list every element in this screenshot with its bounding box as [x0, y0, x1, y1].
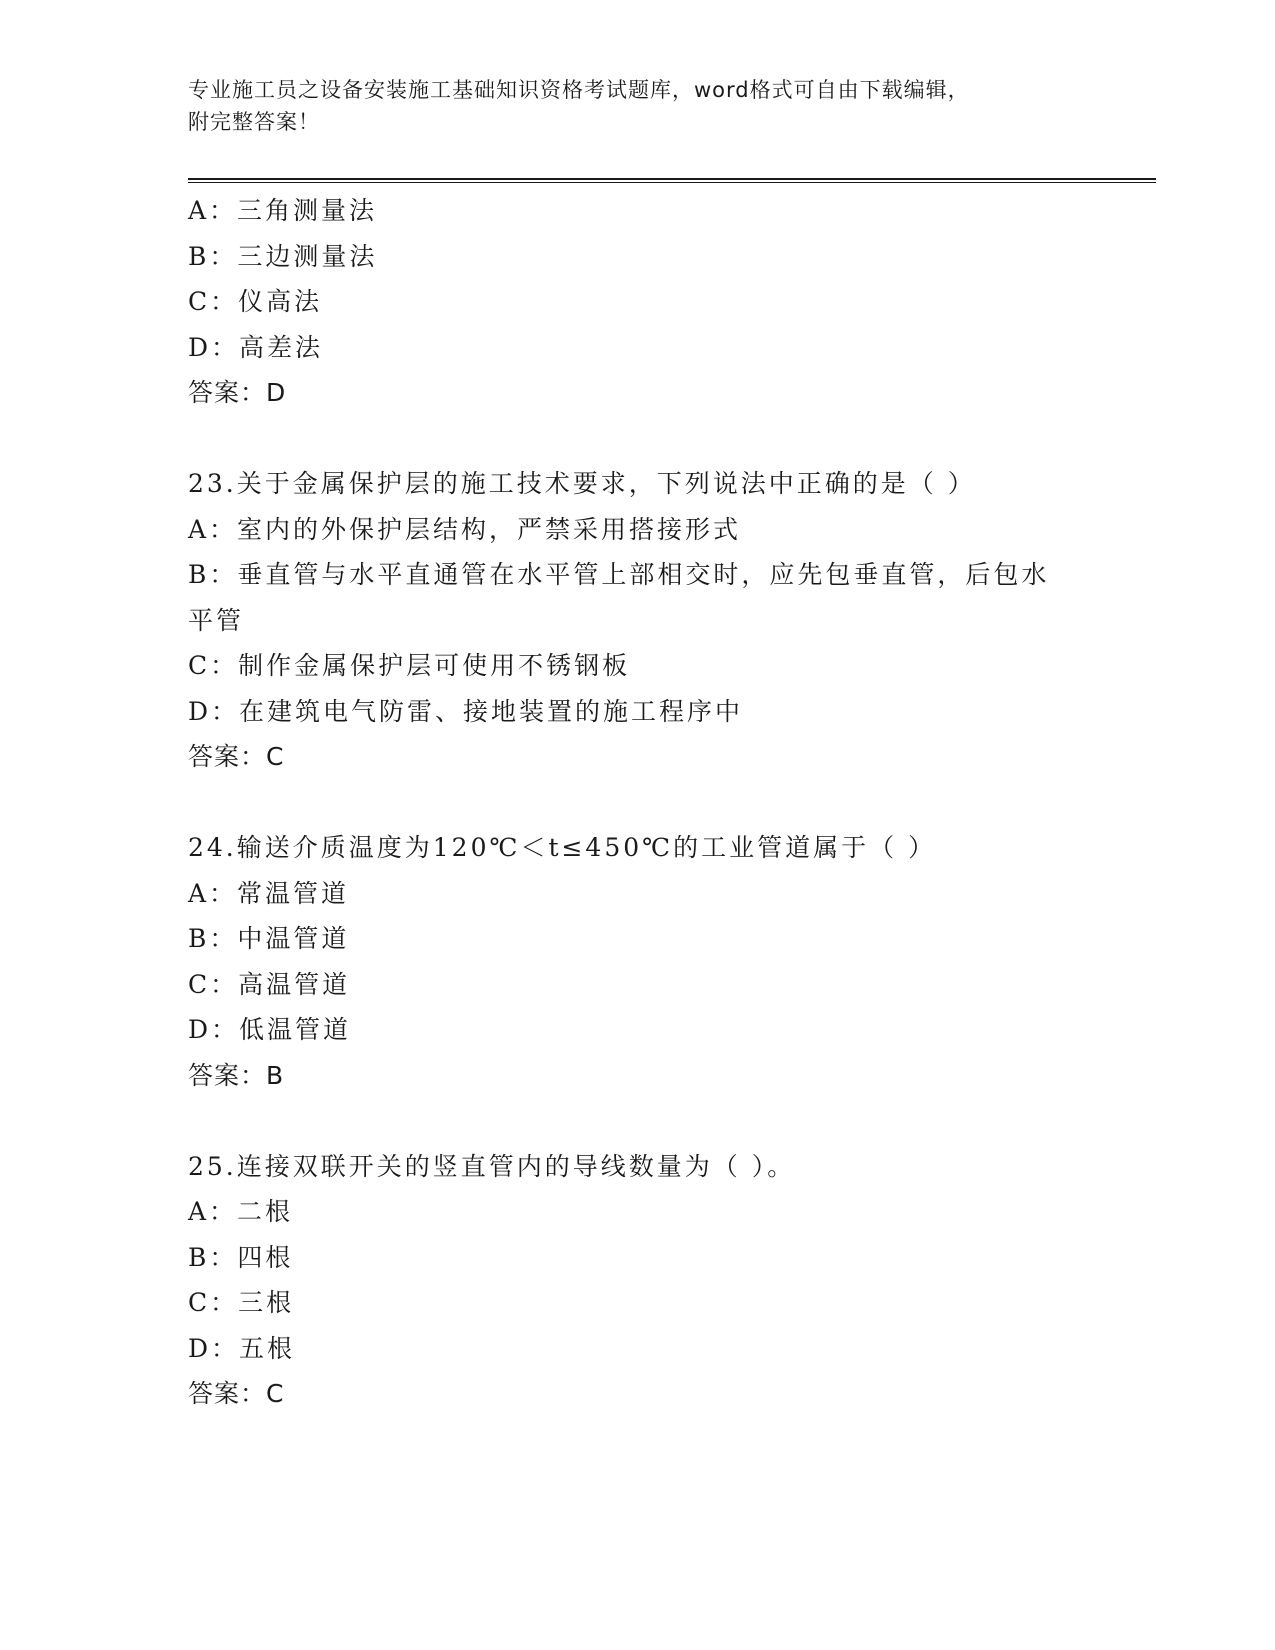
option-b: B：垂直管与水平直通管在水平管上部相交时，应先包垂直管，后包水平管: [188, 560, 1050, 635]
option-c: C：高温管道: [188, 969, 351, 999]
spacer: [188, 416, 1088, 462]
option-a: A：三角测量法: [188, 196, 378, 225]
option-a: A：二根: [188, 1197, 294, 1226]
header-divider: [188, 178, 1156, 183]
question-stem: 25.连接双联开关的竖直管内的导线数量为（ ）。: [188, 1151, 796, 1181]
option-d: D：在建筑电气防雷、接地装置的施工程序中: [188, 696, 744, 726]
question-stem: 24.输送介质温度为120℃＜t≤450℃的工业管道属于（ ）: [188, 833, 937, 862]
question-22: [188, 188, 1088, 416]
answer: 答案：D: [188, 378, 287, 407]
question-23: [188, 461, 1088, 780]
answer: 答案：C: [188, 1379, 285, 1408]
option-a: A：常温管道: [188, 878, 350, 908]
answer: 答案：C: [188, 742, 285, 771]
spacer: [188, 780, 1088, 826]
header-line-1: 专业施工员之设备安装施工基础知识资格考试题库，word格式可自由下载编辑，: [188, 78, 970, 102]
option-b: B：三边测量法: [188, 241, 378, 271]
header-line-2: 附完整答案！: [188, 110, 320, 134]
option-c: C：仪高法: [188, 287, 323, 316]
option-b: B：中温管道: [188, 924, 350, 953]
option-c: C：制作金属保护层可使用不锈钢板: [188, 651, 631, 680]
option-b: B：四根: [188, 1242, 294, 1272]
answer: 答案：B: [188, 1060, 285, 1090]
option-d: D：高差法: [188, 332, 324, 362]
option-d: D：低温管道: [188, 1015, 352, 1044]
option-c: C：三根: [188, 1288, 295, 1317]
question-25: [188, 1144, 1088, 1417]
option-d: D：五根: [188, 1333, 296, 1363]
question-stem: 23.关于金属保护层的施工技术要求，下列说法中正确的是（ ）: [188, 469, 976, 498]
spacer: [188, 1098, 1088, 1144]
question-24: [188, 825, 1088, 1098]
document-header: [188, 74, 1088, 138]
document-body: [188, 188, 1088, 1417]
option-a: A：室内的外保护层结构，严禁采用搭接形式: [188, 514, 742, 544]
